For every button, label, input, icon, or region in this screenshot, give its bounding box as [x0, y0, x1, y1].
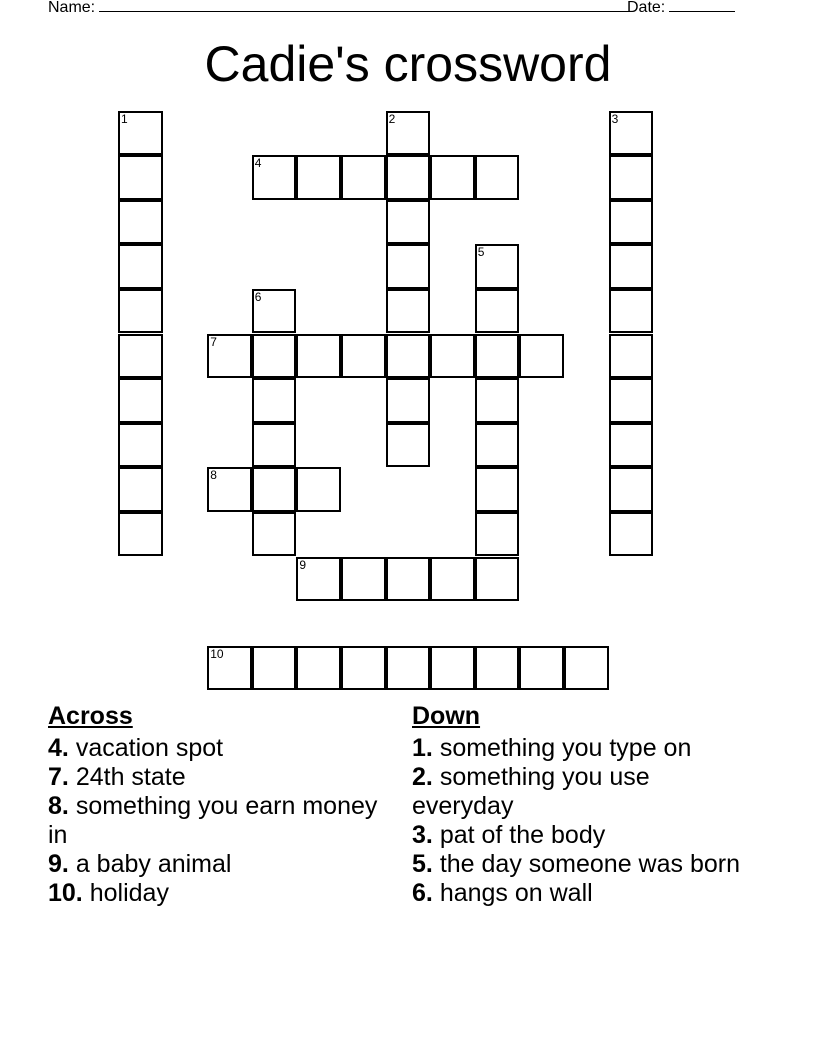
- grid-cell[interactable]: [386, 423, 431, 468]
- grid-cell[interactable]: [609, 467, 654, 512]
- clue-number: 7.: [48, 763, 69, 791]
- grid-cell[interactable]: [341, 334, 386, 379]
- grid-cell[interactable]: [118, 289, 163, 334]
- across-heading: Across: [48, 702, 133, 730]
- grid-cell[interactable]: [475, 557, 520, 602]
- grid-cell[interactable]: [386, 111, 431, 156]
- cell-number: 1: [121, 111, 128, 126]
- grid-cell[interactable]: [341, 646, 386, 691]
- clue-number: 8.: [48, 792, 69, 820]
- grid-cell[interactable]: [519, 334, 564, 379]
- clue-text: something you use everyday: [412, 763, 650, 820]
- grid-cell[interactable]: [252, 334, 297, 379]
- grid-cell[interactable]: [609, 111, 654, 156]
- cell-number: 8: [210, 468, 217, 483]
- page-title: Cadie's crossword: [204, 36, 612, 92]
- grid-cell[interactable]: [519, 646, 564, 691]
- grid-cell[interactable]: [252, 155, 297, 200]
- grid-cell[interactable]: [430, 334, 475, 379]
- clue-text: the day someone was born: [439, 850, 740, 878]
- grid-cell[interactable]: [475, 467, 520, 512]
- grid-cell[interactable]: [341, 155, 386, 200]
- grid-cell[interactable]: [296, 467, 341, 512]
- grid-cell[interactable]: [475, 289, 520, 334]
- clue-across-10: [48, 879, 378, 908]
- clue-number: 4.: [48, 734, 69, 762]
- grid-cell[interactable]: [118, 423, 163, 468]
- grid-cell[interactable]: [609, 244, 654, 289]
- grid-cell[interactable]: [252, 289, 297, 334]
- grid-cell[interactable]: [475, 512, 520, 557]
- clue-across-4: [48, 734, 378, 763]
- grid-cell[interactable]: [386, 155, 431, 200]
- grid-cell[interactable]: [296, 155, 341, 200]
- grid-cell[interactable]: [252, 512, 297, 557]
- grid-cell[interactable]: [609, 512, 654, 557]
- across-clues: [48, 700, 378, 908]
- clue-number: 6.: [412, 879, 433, 907]
- clue-number: 2.: [412, 763, 433, 791]
- cell-number: 4: [254, 156, 262, 171]
- grid-cell[interactable]: [564, 646, 609, 691]
- grid-cell[interactable]: [386, 244, 431, 289]
- clue-down-2: [412, 763, 752, 821]
- clue-down-3: [412, 821, 752, 850]
- grid-cell[interactable]: [609, 200, 654, 245]
- grid-cell[interactable]: [475, 646, 520, 691]
- down-heading: Down: [412, 702, 481, 730]
- cell-number: 7: [210, 334, 217, 349]
- grid-cell[interactable]: [386, 289, 431, 334]
- clue-text: vacation spot: [75, 734, 224, 762]
- clue-number: 1.: [412, 734, 433, 762]
- grid-cell[interactable]: [252, 646, 297, 691]
- grid-cell[interactable]: [118, 155, 163, 200]
- grid-cell[interactable]: [430, 155, 475, 200]
- grid-cell[interactable]: [609, 423, 654, 468]
- cell-number: 10: [210, 646, 224, 661]
- cell-number: 2: [388, 111, 396, 126]
- grid-cell[interactable]: [475, 244, 520, 289]
- grid-cell[interactable]: [386, 200, 431, 245]
- clue-text: something you earn money in: [48, 792, 378, 849]
- cell-number: 3: [611, 111, 619, 126]
- clue-across-7: [48, 763, 378, 792]
- grid-cell[interactable]: [341, 557, 386, 602]
- down-clues: [412, 700, 752, 908]
- date-label: Date:: [627, 0, 666, 16]
- grid-cell[interactable]: [207, 334, 252, 379]
- grid-cell[interactable]: [475, 334, 520, 379]
- grid-cell[interactable]: [207, 646, 252, 691]
- grid-cell[interactable]: [296, 334, 341, 379]
- grid-cell[interactable]: [609, 289, 654, 334]
- clue-text: something you type on: [439, 734, 692, 762]
- grid-cell[interactable]: [475, 423, 520, 468]
- clue-across-9: [48, 850, 378, 879]
- grid-cell[interactable]: [252, 378, 297, 423]
- grid-cell[interactable]: [475, 378, 520, 423]
- clue-number: 9.: [48, 850, 69, 878]
- grid-cell[interactable]: [430, 557, 475, 602]
- grid-cell[interactable]: [252, 423, 297, 468]
- clue-number: 3.: [412, 821, 433, 849]
- grid-cell[interactable]: [296, 557, 341, 602]
- cell-number: 6: [254, 289, 262, 304]
- clue-text: a baby animal: [75, 850, 232, 878]
- grid-cell[interactable]: [609, 155, 654, 200]
- grid-cell[interactable]: [609, 378, 654, 423]
- grid-cell[interactable]: [609, 334, 654, 379]
- grid-cell[interactable]: [118, 512, 163, 557]
- grid-cell[interactable]: [252, 467, 297, 512]
- cell-number: 5: [477, 245, 485, 260]
- grid-cell[interactable]: [118, 378, 163, 423]
- grid-cell[interactable]: [118, 467, 163, 512]
- grid-cell[interactable]: [386, 557, 431, 602]
- clue-text: pat of the body: [439, 821, 606, 849]
- grid-cell[interactable]: [386, 334, 431, 379]
- cell-number: 9: [299, 557, 307, 572]
- clue-across-8: [48, 792, 378, 850]
- grid-cell[interactable]: [118, 200, 163, 245]
- grid-cell[interactable]: [118, 334, 163, 379]
- grid-cell[interactable]: [207, 467, 252, 512]
- name-label: Name:: [48, 0, 96, 16]
- clue-number: 10.: [48, 879, 83, 907]
- clue-number: 5.: [412, 850, 433, 878]
- grid-cell[interactable]: [118, 244, 163, 289]
- grid-cell[interactable]: [475, 155, 520, 200]
- clue-down-1: [412, 734, 752, 763]
- grid-cell[interactable]: [430, 646, 475, 691]
- clue-text: 24th state: [75, 763, 186, 791]
- clue-text: holiday: [89, 879, 169, 907]
- clue-down-6: [412, 879, 752, 908]
- grid-cell[interactable]: [296, 646, 341, 691]
- clue-text: hangs on wall: [439, 879, 593, 907]
- grid-cell[interactable]: [386, 378, 431, 423]
- clue-down-5: [412, 850, 752, 879]
- grid-cell[interactable]: [118, 111, 163, 156]
- grid-cell[interactable]: [386, 646, 431, 691]
